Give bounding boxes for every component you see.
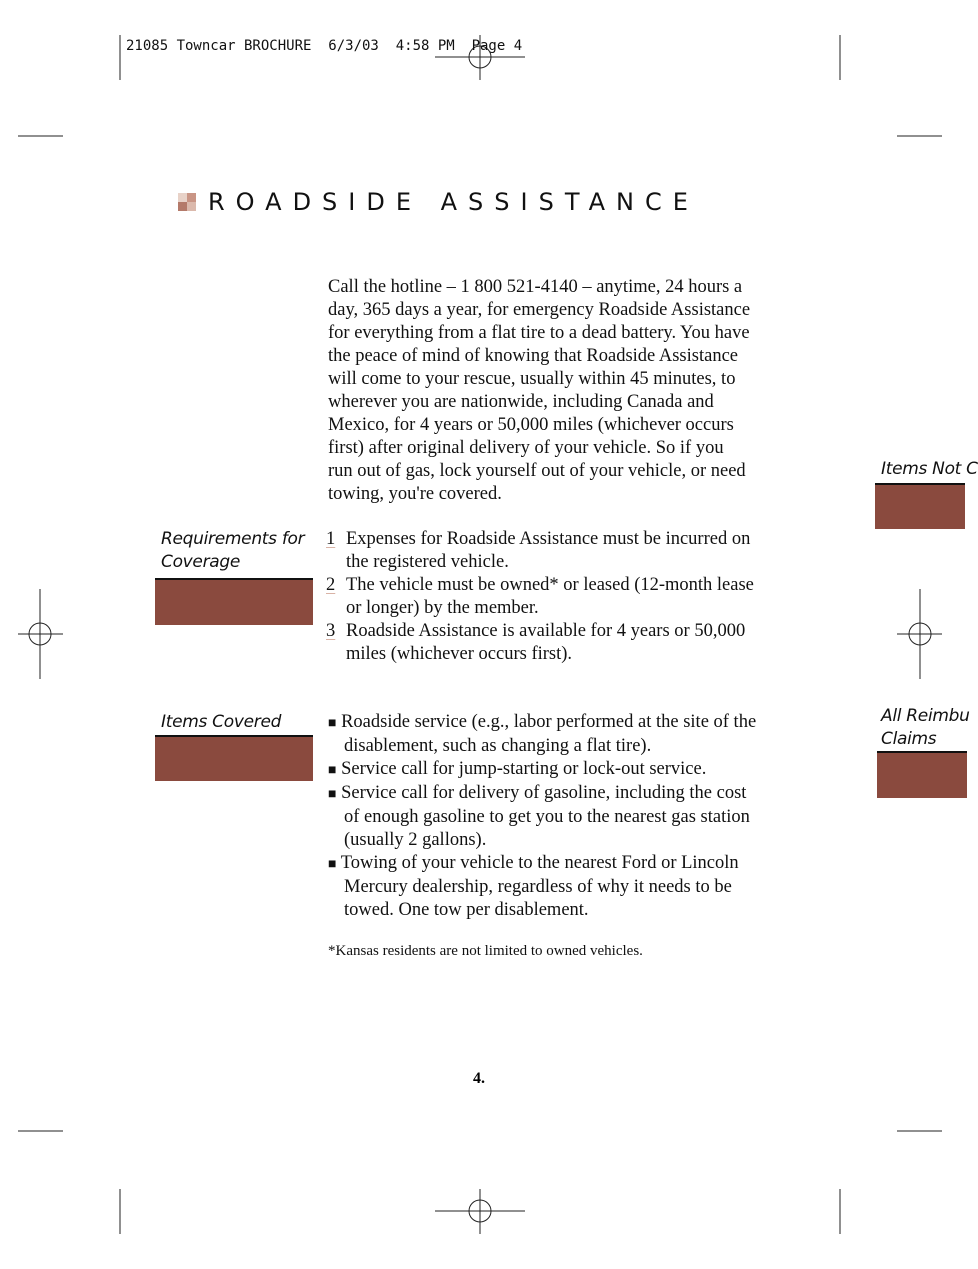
item-line: or longer) by the member. xyxy=(346,598,539,618)
bullet-icon: ■ xyxy=(328,716,337,731)
intro-line: wherever you are nationwide, including Canada and xyxy=(328,392,714,412)
heading-line: Requirements for xyxy=(161,529,305,549)
intro-line: first) after original delivery of your vehicle. So if you xyxy=(328,438,724,458)
bullet-icon: ■ xyxy=(328,787,337,802)
item-line: Expenses for Roadside Assistance must be incurred on xyxy=(346,529,751,549)
item-line: towed. One tow per disablement. xyxy=(344,900,589,920)
bullet-icon: ■ xyxy=(328,763,337,778)
bullet-icon: ■ xyxy=(328,857,337,872)
item-number: 3 xyxy=(326,621,336,641)
item-line: the registered vehicle. xyxy=(346,552,509,572)
item-line: Service call for delivery of gasoline, including the cost xyxy=(341,783,747,803)
intro-line: Mexico, for 4 years or 50,000 miles (whichever occurs xyxy=(328,415,734,435)
item-line: Mercury dealership, regardless of why it needs to be xyxy=(344,877,732,897)
item-line: miles (whichever occurs first). xyxy=(346,644,573,664)
covered-item xyxy=(328,852,756,922)
heading-line: Claims xyxy=(881,729,937,749)
covered-item xyxy=(328,711,756,758)
item-line: Towing of your vehicle to the nearest Ford or Lincoln xyxy=(340,853,739,873)
requirement-item xyxy=(326,620,754,666)
next-page-bar xyxy=(875,483,965,529)
footnote: *Kansas residents are not limited to owned vehicles. xyxy=(328,943,643,959)
next-page-heading: Items Not C xyxy=(881,459,978,479)
next-page-bar-2 xyxy=(877,751,967,798)
print-slug: 21085 Towncar BROCHURE 6/3/03 4:58 PM Page 4 xyxy=(126,38,523,54)
item-line: Service call for jump-starting or lock-out service. xyxy=(341,759,707,779)
intro-line: day, 365 days a year, for emergency Roadside Assistance xyxy=(328,300,751,320)
item-line: Roadside service (e.g., labor performed at the site of the xyxy=(341,712,757,732)
item-number: 2 xyxy=(326,575,336,595)
intro-line: Call the hotline – 1 800 521-4140 – anytime, 24 hours a xyxy=(328,277,743,297)
items-covered-heading: Items Covered xyxy=(161,712,282,732)
next-page-heading-2 xyxy=(881,705,970,751)
intro-line: run out of gas, lock yourself out of your vehicle, or need xyxy=(328,461,746,481)
section-logo-icon xyxy=(178,193,196,211)
item-number: 1 xyxy=(326,529,336,549)
intro-line: towing, you're covered. xyxy=(328,484,502,504)
page-number: 4. xyxy=(473,1070,485,1087)
item-line: The vehicle must be owned* or leased (12-month lease xyxy=(346,575,754,595)
heading-line: All Reimbu xyxy=(881,706,970,726)
covered-item xyxy=(328,782,756,852)
requirement-item xyxy=(326,528,754,574)
intro-paragraph xyxy=(328,276,750,506)
section-title: ROADSIDE ASSISTANCE xyxy=(208,188,699,216)
item-line: Roadside Assistance is available for 4 years or 50,000 xyxy=(346,621,746,641)
requirements-bar xyxy=(155,578,313,625)
intro-line: will come to your rescue, usually within 45 minutes, to xyxy=(328,369,736,389)
item-line: (usually 2 gallons). xyxy=(344,830,487,850)
item-line: disablement, such as changing a flat tire). xyxy=(344,736,652,756)
intro-line: the peace of mind of knowing that Roadside Assistance xyxy=(328,346,738,366)
covered-item xyxy=(328,758,756,782)
intro-line: for everything from a flat tire to a dead battery. You have xyxy=(328,323,750,343)
covered-list xyxy=(328,711,756,922)
heading-line: Coverage xyxy=(161,552,241,572)
requirement-item xyxy=(326,574,754,620)
items-covered-bar xyxy=(155,735,313,781)
item-line: of enough gasoline to get you to the nearest gas station xyxy=(344,807,750,827)
requirements-list xyxy=(326,528,754,666)
requirements-heading xyxy=(161,528,304,574)
